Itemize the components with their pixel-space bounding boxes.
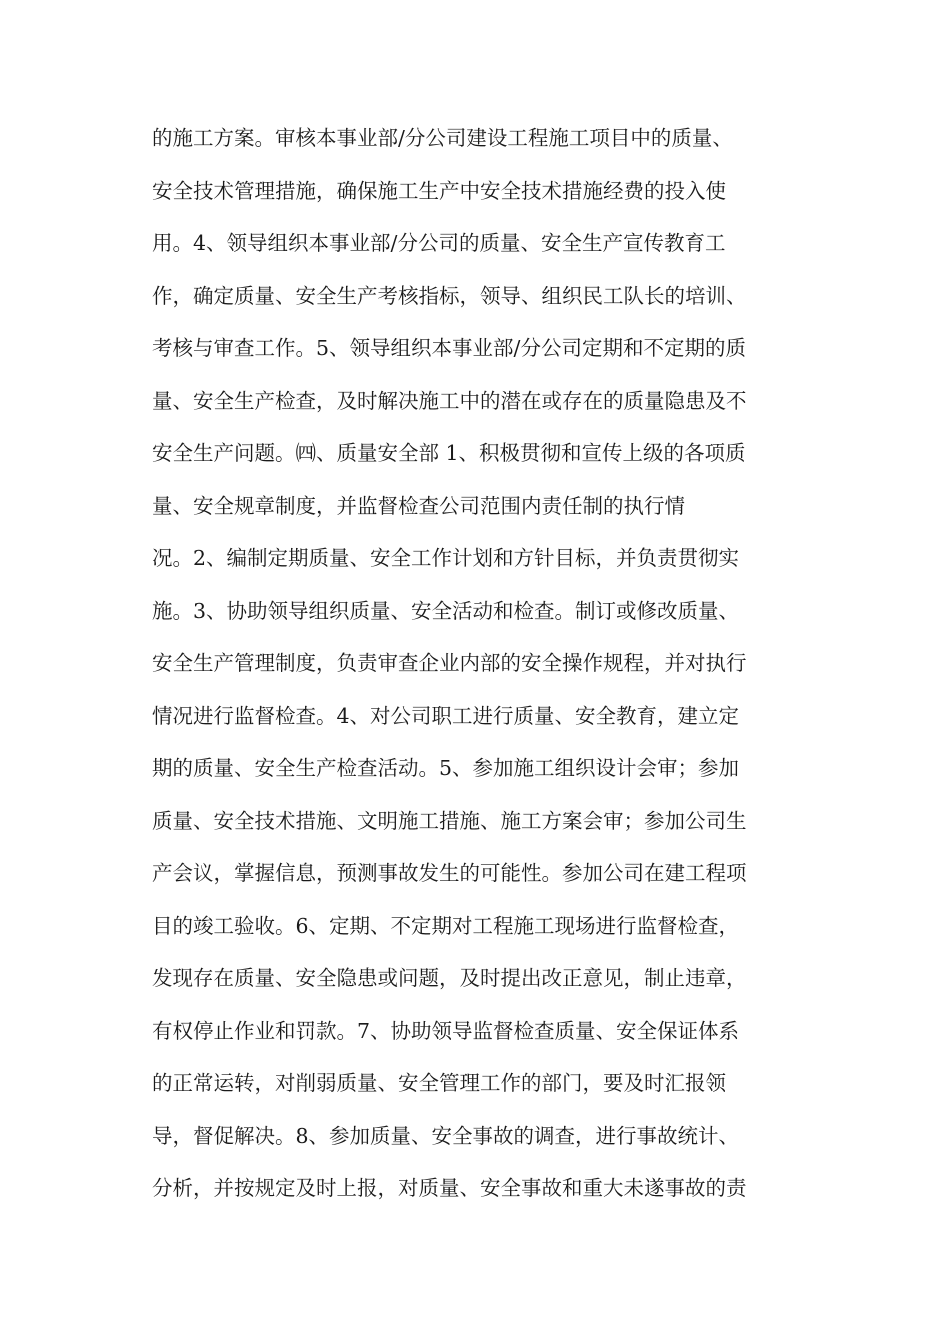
text-line: 用。4、领导组织本事业部/分公司的质量、安全生产宣传教育工 (152, 231, 726, 255)
text-line: 的施工方案。审核本事业部/分公司建设工程施工项目中的质量、 (152, 126, 733, 150)
text-line: 的正常运转，对削弱质量、安全管理工作的部门，要及时汇报领 (152, 1071, 726, 1095)
text-line: 量、安全规章制度，并监督检查公司范围内责任制的执行情 (152, 493, 685, 518)
text-line: 况。2、编制定期质量、安全工作计划和方针目标，并负责贯彻实 (152, 546, 740, 570)
text-line: 有权停止作业和罚款。7、协助领导监督检查质量、安全保证体系 (152, 1018, 740, 1043)
body-text (152, 116, 812, 1219)
text-line: 量、安全生产检查，及时解决施工中的潜在或存在的质量隐患及不 (152, 388, 747, 413)
text-line: 质量、安全技术措施、文明施工措施、施工方案会审；参加公司生 (152, 808, 747, 833)
text-line: 安全生产问题。㈣、质量安全部 1、积极贯彻和宣传上级的各项质 (152, 441, 746, 465)
text-line: 安全生产管理制度，负责审查企业内部的安全操作规程，并对执行 (152, 651, 747, 675)
text-line: 期的质量、安全生产检查活动。5、参加施工组织设计会审；参加 (152, 756, 740, 780)
text-line: 施。3、协助领导组织质量、安全活动和检查。制订或修改质量、 (152, 598, 740, 623)
text-line: 目的竣工验收。6、定期、不定期对工程施工现场进行监督检查， (152, 913, 740, 938)
text-line: 情况进行监督检查。4、对公司职工进行质量、安全教育，建立定 (152, 703, 740, 728)
text-line: 导，督促解决。8、参加质量、安全事故的调查，进行事故统计、 (152, 1123, 740, 1148)
text-line: 产会议，掌握信息，预测事故发生的可能性。参加公司在建工程项 (152, 861, 747, 885)
text-line: 发现存在质量、安全隐患或问题，及时提出改正意见，制止违章， (152, 966, 747, 990)
text-line: 安全技术管理措施，确保施工生产中安全技术措施经费的投入使 (152, 178, 726, 203)
text-line: 作，确定质量、安全生产考核指标，领导、组织民工队长的培训、 (152, 283, 747, 308)
text-line: 分析，并按规定及时上报，对质量、安全事故和重大未遂事故的责 (152, 1176, 747, 1200)
text-line: 考核与审查工作。5、领导组织本事业部/分公司定期和不定期的质 (152, 336, 746, 360)
